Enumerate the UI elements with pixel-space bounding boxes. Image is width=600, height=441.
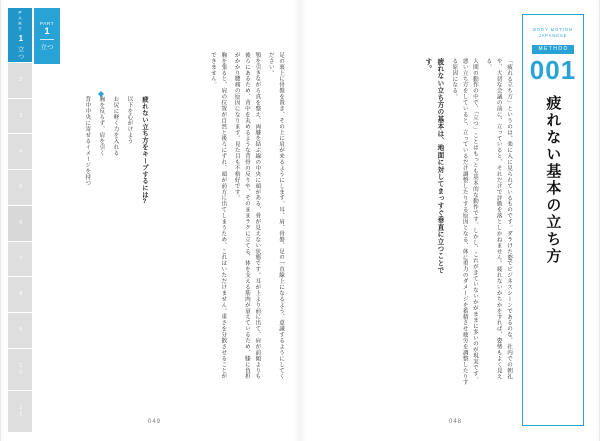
index-tab-8-num: 8 xyxy=(17,291,24,298)
index-tab-11[interactable] xyxy=(8,391,32,432)
right-body-column-1: 人間の動作の中で、「立つ」ことはもっとも基本的な動作です。しかし、これがきていないかがままに多いのが現実です。悪い立ち方をしていると、立っているだけ調整したりする原因となる、体に重力のダメージを蓄積させ疲労を調整したりする原因になる。 xyxy=(451,58,478,386)
index-tab-strip xyxy=(8,8,32,433)
index-tab-part-header xyxy=(8,8,32,62)
bullet-item-2: お尻に軽く力を入れる xyxy=(112,96,119,156)
index-tab-10[interactable] xyxy=(8,349,32,390)
folio-left: 049 xyxy=(148,419,162,425)
index-tab-5[interactable] xyxy=(8,170,32,205)
left-body-column-2: 顎を引きながら真を整え、両膝を結ぶ線の中央に頭がある、骨が見えない状態です。耳が上より前に出て、肩が前傾よりも後ろにあるため、背中を丸めるような背骨の反りや、そのままラクに立てる、体を支える筋肉が衰えているため、膝に負担がかかり腰痛の原因になります。見た目も不格好です。 xyxy=(233,52,261,380)
part-label: PART xyxy=(17,9,23,32)
method-header-box xyxy=(522,14,584,426)
index-tab-9[interactable] xyxy=(8,313,32,348)
index-tab-8[interactable] xyxy=(8,277,32,312)
index-tab-9-num: 9 xyxy=(17,327,24,334)
index-tab-2[interactable] xyxy=(8,63,32,98)
bullet-item-1: 以下を心がけよう xyxy=(126,96,133,144)
index-tab-5-num: 5 xyxy=(17,184,24,191)
part-badge xyxy=(34,8,60,64)
folio-right: 048 xyxy=(448,419,462,425)
left-body-column-1: 足の裏上に骨盤を置き、その上に肩が来るようにします。耳、肩、骨盤、足の一直線上になるよう、意識するようにしてください。 xyxy=(267,52,284,380)
index-tab-6-num: 6 xyxy=(17,220,24,227)
part-badge-divider xyxy=(40,39,54,40)
method-tag: METHOD xyxy=(532,45,573,54)
right-body-column-2: 「疲れる立ち方」というのは、楽に入に見られているものです。ダラけた姿でビジネスシーンであるのな、社内での朝礼や、大切な会議の前に、立っていると、それだけで評価を落としかねません。疲れないかちかをすれば、姿勢もよく見える。 xyxy=(485,58,512,380)
index-tab-7-num: 7 xyxy=(17,255,24,263)
index-tab-4[interactable] xyxy=(8,134,32,169)
index-tab-4-num: 4 xyxy=(17,148,24,155)
index-tab-3[interactable] xyxy=(8,99,32,134)
left-page-heading: 疲れない立ち方をキープするには? xyxy=(141,96,148,206)
method-number: 001 xyxy=(529,54,577,85)
left-body-column-3: 胸を張ると、肩の位置が自然と後ろにずれ、頭が前方に出てしまうため、これはいただけません。重さを分散させることができません。 xyxy=(209,52,227,380)
index-tab-2-num: 2 xyxy=(17,77,24,84)
index-tab-7[interactable] xyxy=(8,242,32,277)
page-title: 疲れない基本の立ち方 xyxy=(544,94,563,265)
right-page xyxy=(300,0,600,441)
part-name: 立つ xyxy=(16,46,24,61)
left-page-body xyxy=(58,52,286,382)
index-tab-6[interactable] xyxy=(8,206,32,241)
bullet-item-4: 背中中央に寄せるイメージを持つ xyxy=(84,96,91,186)
right-body-lead: 疲れない立ち方の基本は、地面に対してまっすぐ垂直に立つことです。 xyxy=(423,58,444,274)
section-label: BODY MOTION JAPANESE xyxy=(533,27,573,39)
part-badge-number: 1 xyxy=(44,26,50,37)
part-badge-label: PART xyxy=(39,21,55,27)
part-badge-name: 立つ xyxy=(40,43,54,51)
bullet-item-3: 胸を反らず、肩を引く xyxy=(98,96,105,156)
right-page-body xyxy=(419,58,514,388)
index-tab-3-num: 3 xyxy=(17,112,24,120)
index-tab-10-num: 10 xyxy=(17,362,24,376)
part-number: 1 xyxy=(16,33,26,44)
index-tab-11-num: 11 xyxy=(17,405,24,418)
